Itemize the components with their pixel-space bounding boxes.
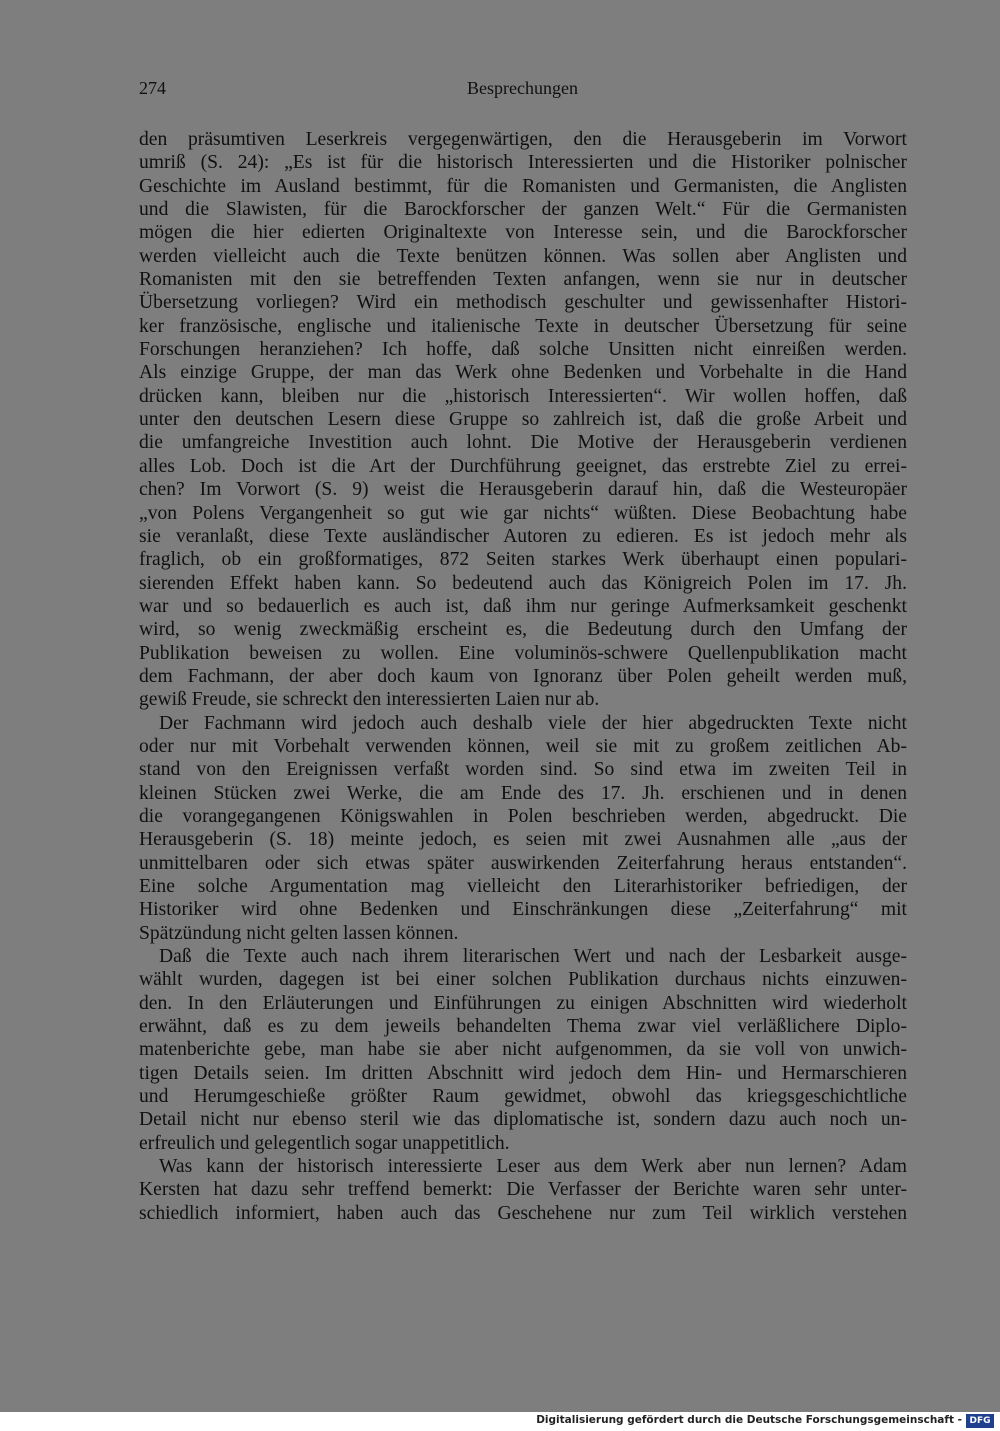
- text-line: Herausgeberin (S. 18) meinte jedoch, es seien mit zwei Ausnahmen alle „aus der: [139, 829, 907, 851]
- page-number: 274: [139, 78, 166, 98]
- text-line: kleinen Stücken zwei Werke, die am Ende des 17. Jh. erschienen und in denen: [139, 782, 907, 804]
- text-line: oder nur mit Vorbehalt verwenden können, weil sie mit zu großem zeitlichen Ab-: [139, 735, 907, 757]
- text-line: chen? Im Vorwort (S. 9) weist die Herausgeberin darauf hin, daß die Westeuropäer: [139, 479, 907, 501]
- text-line: Spätzündung nicht gelten lassen können.: [139, 922, 459, 944]
- text-line: schiedlich informiert, haben auch das Geschehene nur zum Teil wirklich verstehen: [139, 1202, 907, 1224]
- text-line: die umfangreiche Investition auch lohnt. Die Motive der Herausgeberin verdienen: [139, 432, 907, 454]
- text-line: die vorangegangenen Königswahlen in Polen beschrieben werden, abgedruckt. Die: [139, 805, 907, 827]
- text-line: umriß (S. 24): „Es ist für die historisch Interessierten und die Historiker polnischer: [139, 152, 907, 174]
- text-line: Daß die Texte auch nach ihrem literarischen Wert und nach der Lesbarkeit ausge-: [159, 946, 907, 968]
- text-line: dem Fachmann, der aber doch kaum von Ignoranz über Polen geheilt werden muß,: [139, 665, 907, 687]
- text-line: gewiß Freude, sie schreckt den interessierten Laien nur ab.: [139, 689, 600, 711]
- text-line: Eine solche Argumentation mag vielleicht den Literarhistoriker befriedigen, der: [139, 876, 907, 897]
- text-line: Was kann der historisch interessierte Leser aus dem Werk aber nun lernen? Adam: [159, 1156, 907, 1178]
- text-line: „von Polens Vergangenheit so gut wie gar nichts“ wüßten. Diese Beobachtung habe: [139, 502, 907, 524]
- text-line: tigen Details seien. Im dritten Abschnitt wird jedoch dem Hin- und Hermarschieren: [139, 1062, 907, 1084]
- running-head: Besprechungen: [467, 78, 578, 98]
- text-line: werden vielleicht auch die Texte benützen können. Was sollen aber Anglisten und: [139, 245, 907, 267]
- text-line: und die Slawisten, für die Barockforscher der ganzen Welt.“ Für die Germanisten: [139, 199, 907, 221]
- text-line: drücken kann, bleiben nur die „historisch Interessierten“. Wir wollen hoffen, daß: [139, 385, 907, 407]
- text-line: sie veranlaßt, diese Texte ausländischer Autoren zu edieren. Es ist jedoch mehr als: [139, 525, 907, 547]
- text-line: Detail nicht nur ebenso steril wie das diplomatische ist, sondern dazu auch noch un-: [139, 1109, 907, 1131]
- text-line: matenberichte gebe, man habe sie aber nicht aufgenommen, da sie voll von unwich-: [139, 1039, 907, 1061]
- text-line: den. In den Erläuterungen und Einführungen zu einigen Abschnitten wird wiederholt: [139, 992, 907, 1014]
- text-line: stand von den Ereignissen verfaßt worden sind. So sind etwa im zweiten Teil in: [139, 759, 907, 781]
- text-line: Historiker wird ohne Bedenken und Einschränkungen diese „Zeiterfahrung“ mit: [139, 899, 907, 921]
- text-line: Forschungen heranziehen? Ich hoffe, daß solche Unsitten nicht einreißen werden.: [139, 339, 907, 361]
- text-line: sierenden Effekt haben kann. So bedeutend auch das Königreich Polen im 17. Jh.: [139, 572, 907, 594]
- dfg-logo: DFG: [966, 1414, 994, 1428]
- funding-notice: Digitalisierung gefördert durch die Deutsche Forschungsgemeinschaft -: [536, 1414, 962, 1426]
- text-line: und Herumgeschieße größter Raum gewidmet, obwohl das kriegsgeschichtliche: [139, 1086, 907, 1108]
- text-line: erwähnt, daß es zu dem jeweils behandelten Thema zwar viel verläßlichere Diplo-: [139, 1016, 907, 1038]
- text-line: Übersetzung vorliegen? Wird ein methodisch geschulter und gewissenhafter Histori-: [139, 292, 907, 314]
- footer-bar: [0, 1412, 1000, 1431]
- text-line: Geschichte im Ausland bestimmt, für die Romanisten und Germanisten, die Anglisten: [139, 175, 907, 197]
- text-line: den präsumtiven Leserkreis vergegenwärtigen, den die Herausgeberin im Vorwort: [139, 129, 907, 150]
- text-line: Als einzige Gruppe, der man das Werk ohne Bedenken und Vorbehalte in die Hand: [139, 362, 907, 384]
- text-line: fraglich, ob ein großformatiges, 872 Seiten starkes Werk überhaupt einen populari-: [139, 549, 907, 571]
- text-line: Der Fachmann wird jedoch auch deshalb viele der hier abgedruckten Texte nicht: [159, 712, 907, 734]
- text-line: Publikation beweisen zu wollen. Eine voluminös-schwere Quellenpublikation macht: [139, 642, 907, 664]
- text-line: unter den deutschen Lesern diese Gruppe so zahlreich ist, daß die große Arbeit und: [139, 409, 907, 431]
- text-line: erfreulich und gelegentlich sogar unappetitlich.: [139, 1132, 510, 1154]
- body-text: [139, 128, 907, 1225]
- text-line: mögen die hier edierten Originaltexte von Interesse sein, und die Barockforscher: [139, 222, 907, 244]
- text-line: Romanisten mit den sie betreffenden Texten anfangen, wenn sie nur in deutscher: [139, 269, 907, 291]
- text-line: alles Lob. Doch ist die Art der Durchführung geeignet, das erstrebte Ziel zu errei-: [139, 455, 907, 477]
- text-line: Kersten hat dazu sehr treffend bemerkt: Die Verfasser der Berichte waren sehr unter-: [139, 1179, 907, 1201]
- text-line: wird, so wenig zweckmäßig erscheint es, die Bedeutung durch den Umfang der: [139, 619, 907, 641]
- text-line: unmittelbaren oder sich etwas später auswirkenden Zeiterfahrung heraus entstanden“.: [139, 852, 907, 874]
- text-line: war und so bedauerlich es auch ist, daß ihm nur geringe Aufmerksamkeit geschenkt: [139, 595, 907, 617]
- text-line: wählt wurden, dagegen ist bei einer solchen Publikation durchaus nichts einzuwen-: [139, 969, 907, 991]
- page-header: [139, 78, 907, 108]
- text-line: ker französische, englische und italienische Texte in deutscher Übersetzung für seine: [139, 315, 907, 337]
